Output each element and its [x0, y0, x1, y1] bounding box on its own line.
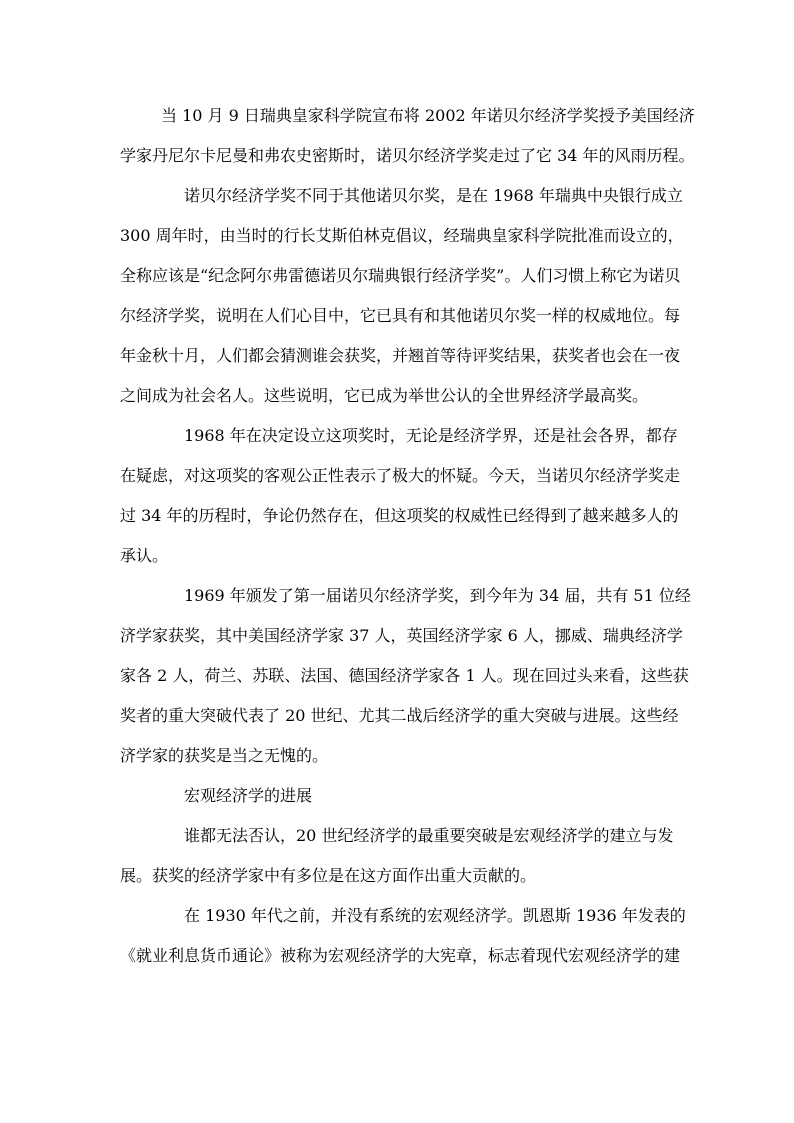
paragraph-line: 奖者的重大突破代表了 20 世纪、尤其二战后经济学的重大突破与进展。这些经	[120, 706, 679, 725]
paragraph-line: 承认。	[120, 546, 169, 565]
paragraph-line: 过 34 年的历程时，争论仍然存在，但这项奖的权威性已经得到了越来越多人的	[120, 506, 679, 525]
paragraph-line: 年金秋十月，人们都会猜测谁会获奖，并翘首等待评奖结果，获奖者也会在一夜	[120, 346, 681, 365]
paragraph-line: 济学家获奖，其中美国经济学家 37 人，英国经济学家 6 人，挪威、瑞典经济学	[120, 626, 683, 645]
document-body	[120, 96, 695, 976]
paragraph-line: 1968 年在决定设立这项奖时，无论是经济学界，还是社会各界，都存	[184, 426, 678, 445]
paragraph-line: 300 周年时，由当时的行长艾斯伯林克倡议，经瑞典皇家科学院批准而设立的，	[120, 226, 684, 245]
paragraph-line: 诺贝尔经济学奖不同于其他诺贝尔奖，是在 1968 年瑞典中央银行成立	[184, 186, 683, 205]
section-heading	[120, 776, 678, 816]
paragraph-line: 展。获奖的经济学家中有多位是在这方面作出重大贡献的。	[120, 866, 537, 885]
paragraph-line: 在疑虑，对这项奖的客观公正性表示了极大的怀疑。今天，当诺贝尔经济学奖走	[120, 466, 681, 485]
paragraph-3	[120, 416, 681, 576]
paragraph-line: 家各 2 人，荷兰、苏联、法国、德国经济学家各 1 人。现在回过头来看，这些获	[120, 666, 689, 685]
paragraph-line: 《就业利息货币通论》被称为宏观经济学的大宪章，标志着现代宏观经济学的建	[120, 946, 681, 965]
paragraph-5	[120, 816, 678, 896]
paragraph-4	[120, 576, 691, 776]
paragraph-line: 当 10 月 9 日瑞典皇家科学院宣布将 2002 年诺贝尔经济学奖授予美国经济	[161, 106, 695, 125]
paragraph-line: 1969 年颁发了第一届诺贝尔经济学奖，到今年为 34 届，共有 51 位经	[184, 586, 691, 605]
paragraph-line: 全称应该是“纪念阿尔弗雷德诺贝尔瑞典银行经济学奖”。人们习惯上称它为诺贝	[120, 266, 681, 285]
paragraph-1	[120, 96, 695, 176]
paragraph-line: 在 1930 年代之前，并没有系统的宏观经济学。凯恩斯 1936 年发表的	[184, 906, 686, 925]
paragraph-2	[120, 176, 684, 416]
paragraph-line: 之间成为社会名人。这些说明，它已成为举世公认的全世界经济学最高奖。	[120, 386, 649, 405]
paragraph-6	[120, 896, 686, 976]
section-heading-text: 宏观经济学的进展	[184, 786, 313, 805]
paragraph-line: 济学家的获奖是当之无愧的。	[120, 746, 329, 765]
paragraph-line: 谁都无法否认，20 世纪经济学的最重要突破是宏观经济学的建立与发	[184, 826, 674, 845]
paragraph-line: 尔经济学奖，说明在人们心目中，它已具有和其他诺贝尔奖一样的权威地位。每	[120, 306, 681, 325]
paragraph-line: 学家丹尼尔卡尼曼和弗农史密斯时，诺贝尔经济学奖走过了它 34 年的风雨历程。	[120, 146, 695, 165]
